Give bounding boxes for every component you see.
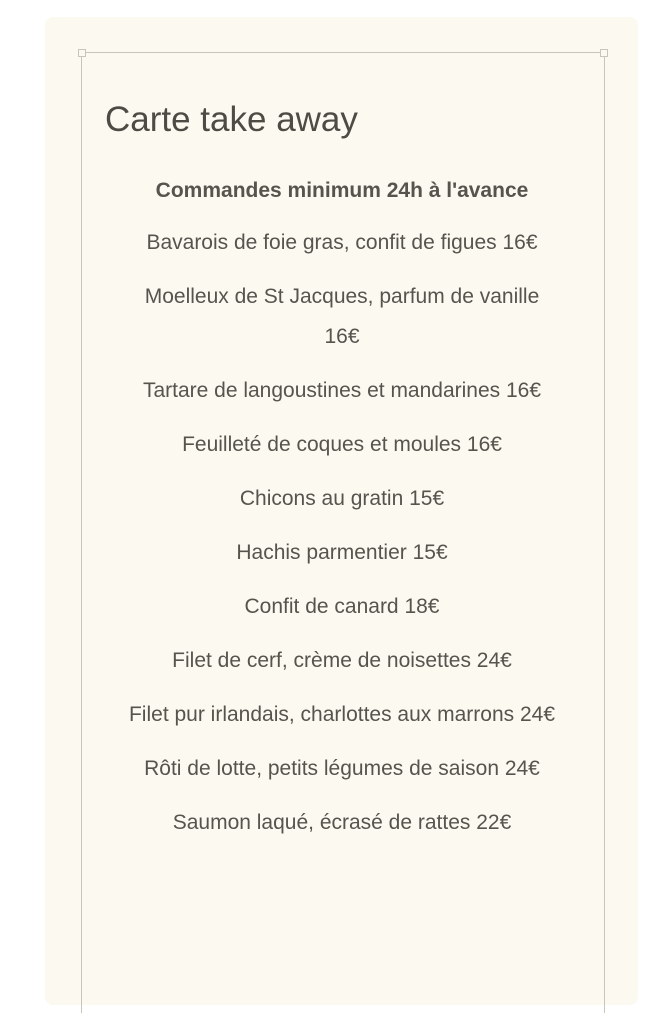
menu-card [45,17,638,1005]
menu-list [105,177,579,857]
corner-ornament-icon [78,49,86,57]
menu-item: Tartare de langoustines et mandarines 16€ [142,379,542,402]
menu-item: Chicons au gratin 15€ [239,487,445,510]
menu-item: Bavarois de foie gras, confit de figues 16€ [146,231,538,254]
order-notice: Commandes minimum 24h à l'avance [155,179,529,202]
corner-ornament-icon [600,49,608,57]
menu-item: Hachis parmentier 15€ [236,541,448,564]
menu-item: Rôti de lotte, petits légumes de saison 24€ [144,757,540,780]
menu-item: Filet de cerf, crème de noisettes 24€ [172,649,512,672]
menu-item: Moelleux de St Jacques, parfum de vanille 16€ [144,285,540,348]
page-title: Carte take away [105,100,358,139]
menu-item: Confit de canard 18€ [244,595,440,618]
menu-item: Feuilleté de coques et moules 16€ [182,433,502,456]
menu-item: Filet pur irlandais, charlottes aux marrons 24€ [128,703,556,726]
menu-item: Saumon laqué, écrasé de rattes 22€ [172,811,512,834]
